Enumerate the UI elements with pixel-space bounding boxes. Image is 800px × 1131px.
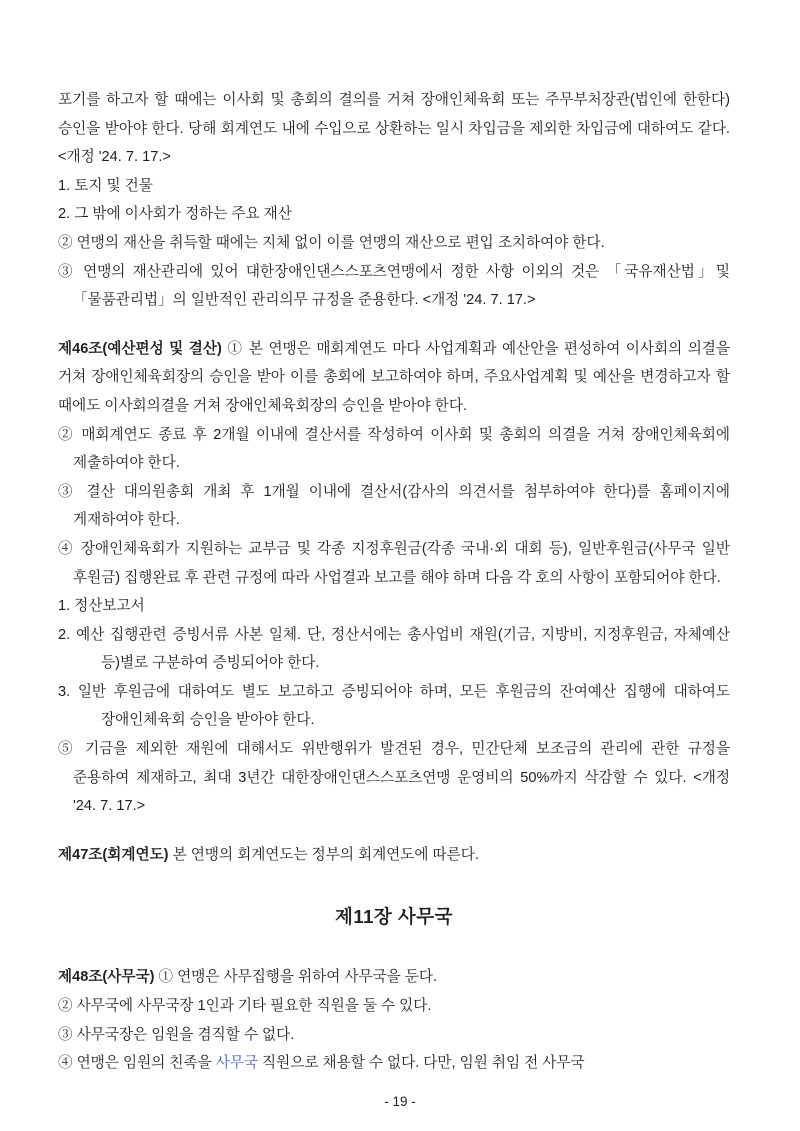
article-46-item-3: 3. 일반 후원금에 대하여도 별도 보고하고 증빙되어야 하며, 모든 후원금의 잔여예산 집행에 대하여도 장애인체육회 승인을 받아야 한다. (58, 683, 730, 729)
article-46-paragraph-3: ③ 결산 대의원총회 개최 후 1개월 이내에 결산서(감사의 의견서를 첨부하여야 한다)를 홈페이지에 게재하여야 한다. (58, 483, 730, 529)
article-47-paragraph (58, 841, 730, 870)
clause-item: ③ 연맹의 재산관리에 있어 대한장애인댄스스포츠연맹에서 정한 사항 이외의 것은 「국유재산법」및「물품관리법」의 일반적인 관리의무 규정을 준용한다. <개정 '24. 7. 17.> (58, 263, 730, 309)
chapter-heading: 제11장 사무국 (334, 906, 454, 928)
page-number: - 19 - (384, 1094, 416, 1109)
section-spacer (58, 869, 730, 889)
article-46-label: 제46조(예산편성 및 결산) (58, 340, 222, 357)
article-48-text-4-pre: ④ 연맹은 임원의 친족을 (58, 1055, 216, 1072)
article-46-block (58, 335, 730, 821)
article-48-paragraph-1 (58, 963, 730, 992)
article-47-block (58, 841, 730, 870)
article-48-paragraph-4 (58, 1049, 730, 1078)
article-46-paragraph-1 (58, 335, 730, 421)
article-46-paragraph-5: ⑤ 기금을 제외한 재원에 대해서도 위반행위가 발견된 경우, 민간단체 보조금의 관리에 관한 규정을 준용하여 제재하고, 최대 3년간 대한장애인댄스스포츠연맹 운영비의 50%까지 삭감할 수 있다. <개정 '24. 7. 17.> (58, 741, 730, 815)
article-47-text: 본 연맹의 회계연도는 정부의 회계연도에 따른다. (168, 846, 479, 863)
article-48-paragraph-3: ③ 사무국장은 임원을 겸직할 수 없다. (58, 1026, 295, 1043)
section-spacer (58, 315, 730, 335)
article-47-label: 제47조(회계연도) (58, 846, 169, 863)
clause-item: ② 연맹의 재산을 취득할 때에는 지체 없이 이를 연맹의 재산으로 편입 조치하여야 한다. (58, 234, 605, 251)
article-48-label: 제48조(사무국) (58, 969, 155, 986)
article-48-block (58, 963, 730, 1077)
article-46-text-1: ① 본 연맹은 매회계연도 마다 사업계획과 예산안을 편성하여 이사회의 의결을 거쳐 장애인체육회장의 승인을 받아 이를 총회에 보고하여야 하며, 주요사업계획 및 예산을 변경하고자 할 때에도 이사회의결을 거쳐 장애인체육회장의 승인을 받아야 한다. (58, 340, 730, 414)
continued-paragraph: 포기를 하고자 할 때에는 이사회 및 총회의 결의를 거쳐 장애인체육회 또는 주무부처장관(법인에 한한다) 승인을 받아야 한다. 당해 회계연도 내에 수입으로 상환하는 일시 차입금을 제외한 차입금에 대하여도 같다. <개정 '24. 7. 17.> (58, 92, 730, 166)
article-48-text-1: ① 연맹은 사무집행을 위하여 사무국을 둔다. (154, 969, 438, 986)
article-46-paragraph-2: ② 매회계연도 종료 후 2개월 이내에 결산서를 작성하여 이사회 및 총회의 의결을 거쳐 장애인체육회에 제출하여야 한다. (58, 426, 730, 472)
article-48-text-4-post: 직원으로 채용할 수 없다. 다만, 임원 취임 전 사무국 (258, 1055, 585, 1072)
article-46-item-2: 2. 예산 집행관련 증빙서류 사본 일체. 단, 정산서에는 총사업비 재원(기금, 지방비, 지정후원금, 자체예산 등)별로 구분하여 증빙되어야 한다. (58, 626, 730, 672)
list-item: 1. 토지 및 건물 (58, 177, 153, 194)
section-spacer (58, 889, 730, 903)
continued-paragraph-block (58, 86, 730, 315)
article-46-paragraph-4: ④ 장애인체육회가 지원하는 교부금 및 각종 지정후원금(각종 국내·외 대회 등), 일반후원금(사무국 일반 후원금) 집행완료 후 관련 규정에 따라 사업결과 보고를 해야 하며 다음 각 호의 사항이 포함되어야 한다. (58, 540, 730, 586)
section-spacer (58, 949, 730, 963)
section-spacer (58, 821, 730, 841)
article-46-item-1: 1. 정산보고서 (58, 598, 145, 615)
section-spacer (58, 929, 730, 949)
highlighted-term: 사무국 (215, 1055, 258, 1072)
list-item: 2. 그 밖에 이사회가 정하는 주요 재산 (58, 206, 292, 223)
article-48-paragraph-2: ② 사무국에 사무국장 1인과 기타 필요한 직원을 둘 수 있다. (58, 998, 432, 1015)
